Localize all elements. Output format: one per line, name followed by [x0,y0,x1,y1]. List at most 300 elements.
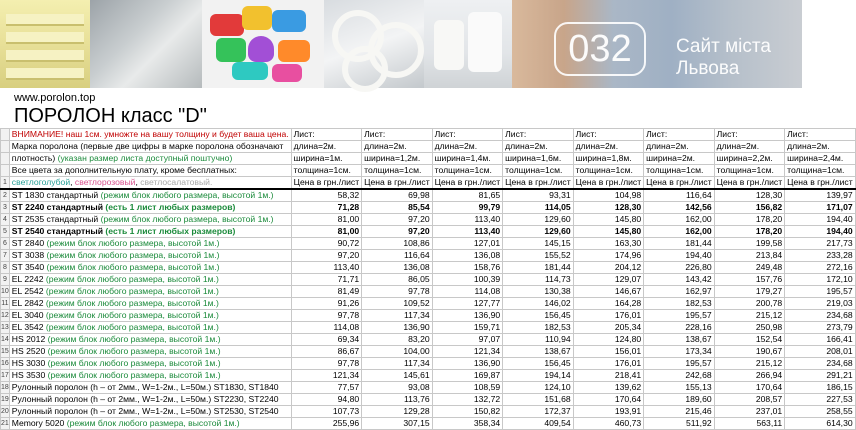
price-cell[interactable]: 69,34 [291,334,362,346]
price-cell[interactable]: 215,12 [714,310,785,322]
price-cell[interactable]: 113,40 [291,262,362,274]
price-cell[interactable]: 614,30 [785,418,856,430]
price-cell[interactable]: 194,40 [644,250,715,262]
col-7-l3: ширина=2,2м. [714,153,785,165]
price-cell[interactable]: 176,01 [573,310,644,322]
price-cell[interactable]: 138,67 [503,346,574,358]
header-row-1 [1,129,856,141]
product-name-cell[interactable] [9,394,291,406]
price-cell[interactable]: 94,80 [291,394,362,406]
table-row[interactable] [1,298,856,310]
price-cell[interactable]: 178,20 [714,226,785,238]
price-cell[interactable]: 169,87 [432,370,503,382]
price-cell[interactable]: 208,57 [714,394,785,406]
price-cell[interactable]: 170,64 [714,382,785,394]
col-4-l1: Лист: [503,129,574,141]
product-name-cell[interactable] [9,406,291,418]
row-number: 16 [1,358,10,370]
price-cell[interactable]: 156,45 [503,358,574,370]
table-row[interactable] [1,238,856,250]
price-cell[interactable]: 234,68 [785,358,856,370]
product-name: HS 2012 [11,334,46,344]
price-cell[interactable]: 130,38 [503,286,574,298]
table-row[interactable] [1,346,856,358]
price-cell[interactable]: 157,76 [714,274,785,286]
row-number: 6 [1,238,10,250]
price-cell[interactable]: 156,45 [503,310,574,322]
product-name-cell[interactable] [9,322,291,334]
col-8-l4: толщина=1см. [785,165,856,177]
price-cell[interactable]: 156,01 [573,346,644,358]
price-cell[interactable]: 121,34 [291,370,362,382]
table-row[interactable] [1,394,856,406]
table-row[interactable] [1,202,856,214]
col-5-l1: Лист: [573,129,644,141]
price-cell[interactable]: 250,98 [714,322,785,334]
price-cell[interactable]: 109,52 [362,298,433,310]
watermark-text-1: Сайт міста [676,36,771,57]
table-row[interactable] [1,274,856,286]
header-row-4 [1,165,856,177]
product-name-cell[interactable] [9,250,291,262]
warning-note: ВНИМАНИЕ! наш 1см. умножте на вашу толщину и будет ваша цена. [9,129,291,141]
colors-note: Все цвета за дополнительную плату, кроме бесплатных: [9,165,291,177]
price-cell[interactable]: 172,37 [503,406,574,418]
table-row[interactable] [1,370,856,382]
product-name: ST 2240 стандартный [11,202,104,212]
product-name: ST 3038 [11,250,45,260]
density-note-a: плотность) [11,153,56,163]
product-name-cell[interactable] [9,358,291,370]
price-cell[interactable]: 129,28 [362,406,433,418]
product-name: EL 3542 [11,322,44,332]
price-cell[interactable]: 273,79 [785,322,856,334]
price-cell[interactable]: 128,30 [573,202,644,214]
price-cell[interactable]: 219,03 [785,298,856,310]
table-row[interactable] [1,262,856,274]
price-cell[interactable]: 69,98 [362,189,433,202]
price-cell[interactable]: 228,16 [644,322,715,334]
price-cell[interactable]: 81,00 [291,214,362,226]
watermark-logo: 032 [554,22,646,76]
price-cell[interactable]: 255,96 [291,418,362,430]
price-cell[interactable]: 213,84 [714,250,785,262]
col-1-l1: Лист: [291,129,362,141]
price-cell[interactable]: 58,32 [291,189,362,202]
price-cell[interactable]: 176,01 [573,358,644,370]
table-row[interactable] [1,322,856,334]
price-cell[interactable]: 181,44 [644,238,715,250]
table-row[interactable] [1,226,856,238]
price-cell[interactable]: 162,97 [644,286,715,298]
price-cell[interactable]: 136,90 [362,322,433,334]
product-name-cell[interactable] [9,262,291,274]
price-table [0,128,856,430]
table-row[interactable] [1,382,856,394]
price-cell[interactable]: 163,30 [573,238,644,250]
col-1-l4: толщина=1см. [291,165,362,177]
row-number: 5 [1,226,10,238]
table-row[interactable] [1,250,856,262]
price-cell[interactable]: 110,94 [503,334,574,346]
col-4-l2: длина=2м. [503,141,574,153]
price-cell[interactable]: 155,52 [503,250,574,262]
row-number: 8 [1,262,10,274]
price-cell[interactable]: 217,73 [785,238,856,250]
price-cell[interactable]: 162,00 [644,214,715,226]
price-cell[interactable]: 127,01 [432,238,503,250]
col-5-l4: толщина=1см. [573,165,644,177]
price-cell[interactable]: 195,57 [644,310,715,322]
price-cell[interactable]: 150,82 [432,406,503,418]
price-cell[interactable]: 215,46 [644,406,715,418]
header-row-3 [1,153,856,165]
price-cell[interactable]: 234,68 [785,310,856,322]
price-cell[interactable]: 97,07 [432,334,503,346]
price-cell[interactable]: 114,08 [291,322,362,334]
price-cell[interactable]: 242,68 [644,370,715,382]
price-cell[interactable]: 226,80 [644,262,715,274]
product-name: HS 3030 [11,358,46,368]
table-row[interactable] [1,214,856,226]
price-cell[interactable]: 233,28 [785,250,856,262]
product-name: Рулонный поролон (h – от 2мм., W=1-2м., L=50м.) ST1830, ST1840 [11,382,279,392]
free-color-1: светлоголубой [11,177,71,187]
price-cell[interactable]: 116,64 [644,189,715,202]
product-note: (режим блок любого размера, высотой 1м.) [47,334,221,344]
product-note: (режим блок любого размера, высотой 1м.) [45,286,219,296]
price-cell[interactable]: 104,00 [362,346,433,358]
product-name: ST 1830 стандартный [11,190,99,200]
price-cell[interactable]: 104,98 [573,189,644,202]
price-cell[interactable]: 121,34 [432,346,503,358]
price-cell[interactable]: 182,53 [644,298,715,310]
table-row[interactable] [1,418,856,430]
price-cell[interactable]: 113,40 [432,226,503,238]
price-cell[interactable]: 249,48 [714,262,785,274]
price-cell[interactable]: 90,72 [291,238,362,250]
price-cell[interactable]: 179,27 [714,286,785,298]
price-cell[interactable]: 199,58 [714,238,785,250]
col-4-l3: ширина=1,6м. [503,153,574,165]
price-cell[interactable]: 145,80 [573,226,644,238]
row-number: 3 [1,202,10,214]
price-cell[interactable]: 139,97 [785,189,856,202]
price-cell[interactable]: 170,64 [573,394,644,406]
product-name-cell[interactable] [9,226,291,238]
product-name-cell[interactable] [9,334,291,346]
product-note: (режим блок любого размера, высотой 1м.) [100,190,274,200]
price-cell[interactable]: 77,57 [291,382,362,394]
product-name: EL 2542 [11,286,44,296]
product-note: (режим блок любого размера, высотой 1м.) [47,370,221,380]
price-cell[interactable]: 155,13 [644,382,715,394]
price-cell[interactable]: 113,76 [362,394,433,406]
row-number: 14 [1,334,10,346]
price-cell[interactable]: 307,15 [362,418,433,430]
free-colors: светлоголубой, светлорозовый, светлосалатовый. [9,177,291,190]
col-3-l4: толщина=1см. [432,165,503,177]
product-name: ST 3540 [11,262,45,272]
product-name-cell[interactable] [9,418,291,430]
product-note: (есть 1 лист любых размеров) [105,202,236,212]
product-name-cell[interactable] [9,382,291,394]
foam-pieces-photo [424,0,512,88]
product-name: Рулонный поролон (h – от 2мм., W=1-2м., L=50м.) ST2530, ST2540 [11,406,279,416]
price-cell[interactable]: 208,01 [785,346,856,358]
product-note: (режим блок любого размера, высотой 1м.) [45,322,219,332]
row-number: 13 [1,322,10,334]
product-name-cell[interactable] [9,286,291,298]
price-cell[interactable]: 152,54 [714,334,785,346]
price-cell[interactable]: 563,11 [714,418,785,430]
product-name: HS 3530 [11,370,46,380]
product-note: (есть 1 лист любых размеров) [105,226,236,236]
col-1-l3: ширина=1м. [291,153,362,165]
price-cell[interactable]: 114,05 [503,202,574,214]
price-cell[interactable]: 204,12 [573,262,644,274]
price-cell[interactable]: 194,40 [785,214,856,226]
price-cell[interactable]: 108,86 [362,238,433,250]
product-name-cell[interactable] [9,346,291,358]
price-cell[interactable]: 108,59 [432,382,503,394]
price-cell[interactable]: 186,15 [785,382,856,394]
price-cell[interactable]: 193,91 [573,406,644,418]
col-1-l2: длина=2м. [291,141,362,153]
price-cell[interactable]: 178,20 [714,214,785,226]
price-cell[interactable]: 97,20 [362,226,433,238]
price-cell[interactable]: 218,41 [573,370,644,382]
price-cell[interactable]: 86,67 [291,346,362,358]
col-6-price-header: Цена в грн./лист [644,177,715,190]
price-cell[interactable]: 227,53 [785,394,856,406]
price-cell[interactable]: 200,78 [714,298,785,310]
price-cell[interactable]: 182,53 [503,322,574,334]
col-3-l3: ширина=1,4м. [432,153,503,165]
price-cell[interactable]: 97,78 [362,286,433,298]
product-name: ST 2840 [11,238,45,248]
price-cell[interactable]: 156,82 [714,202,785,214]
row-number: 19 [1,394,10,406]
col-2-l2: длина=2м. [362,141,433,153]
price-cell[interactable]: 97,78 [291,358,362,370]
product-name-cell[interactable] [9,238,291,250]
col-4-price-header: Цена в грн./лист [503,177,574,190]
price-cell[interactable]: 266,94 [714,370,785,382]
price-cell[interactable]: 171,07 [785,202,856,214]
price-cell[interactable]: 159,71 [432,322,503,334]
foam-roll-photo [90,0,202,88]
product-name-cell[interactable] [9,298,291,310]
price-cell[interactable]: 129,60 [503,214,574,226]
price-cell[interactable]: 194,14 [503,370,574,382]
table-row[interactable] [1,189,856,202]
product-note: (режим блок любого размера, высотой 1м.) [45,298,219,308]
col-2-l1: Лист: [362,129,433,141]
price-cell[interactable]: 136,08 [432,250,503,262]
price-cell[interactable]: 127,77 [432,298,503,310]
col-3-l1: Лист: [432,129,503,141]
col-3-price-header: Цена в грн./лист [432,177,503,190]
col-7-l2: длина=2м. [714,141,785,153]
price-cell[interactable]: 124,80 [573,334,644,346]
col-5-price-header: Цена в грн./лист [573,177,644,190]
price-cell[interactable]: 138,67 [644,334,715,346]
price-cell[interactable]: 81,65 [432,189,503,202]
price-cell[interactable]: 145,15 [503,238,574,250]
table-row[interactable] [1,358,856,370]
price-cell[interactable]: 139,62 [573,382,644,394]
price-cell[interactable]: 173,34 [644,346,715,358]
product-name: ST 2535 стандартный [11,214,99,224]
table-row[interactable] [1,406,856,418]
product-name-cell[interactable] [9,274,291,286]
price-cell[interactable]: 174,96 [573,250,644,262]
price-cell[interactable]: 97,20 [291,250,362,262]
product-note: (режим блок любого размера, высотой 1м.) [46,250,220,260]
price-cell[interactable]: 71,28 [291,202,362,214]
price-cell[interactable]: 145,80 [573,214,644,226]
price-cell[interactable]: 128,30 [714,189,785,202]
watermark-text-2: Львова [676,58,740,79]
price-cell[interactable]: 142,56 [644,202,715,214]
price-cell[interactable]: 189,60 [644,394,715,406]
table-row[interactable] [1,310,856,322]
row-number: 17 [1,370,10,382]
price-cell[interactable]: 100,39 [432,274,503,286]
product-name-cell[interactable] [9,370,291,382]
table-row[interactable] [1,334,856,346]
price-cell[interactable]: 195,57 [644,358,715,370]
price-cell[interactable]: 71,71 [291,274,362,286]
product-name-cell[interactable] [9,202,291,214]
price-cell[interactable]: 272,16 [785,262,856,274]
table-row[interactable] [1,286,856,298]
price-cell[interactable]: 166,41 [785,334,856,346]
price-cell[interactable]: 409,54 [503,418,574,430]
row-number: 21 [1,418,10,430]
price-cell[interactable]: 460,73 [573,418,644,430]
price-cell[interactable]: 143,42 [644,274,715,286]
price-cell[interactable]: 136,90 [432,358,503,370]
row-number: 4 [1,214,10,226]
price-cell[interactable]: 358,34 [432,418,503,430]
price-cell[interactable]: 181,44 [503,262,574,274]
price-cell[interactable]: 97,78 [291,310,362,322]
brand-note: Марка поролона (первые две цифры в марке поролона обозначают [9,141,291,153]
col-7-l1: Лист: [714,129,785,141]
price-cell[interactable]: 99,79 [432,202,503,214]
price-cell[interactable]: 237,01 [714,406,785,418]
row-number: 7 [1,250,10,262]
price-cell[interactable]: 146,67 [573,286,644,298]
price-cell[interactable]: 93,31 [503,189,574,202]
product-note: (режим блок любого размера, высотой 1м.) [47,346,221,356]
header-photo-strip [0,0,800,88]
price-cell[interactable]: 114,08 [432,286,503,298]
product-note: (режим блок любого размера, высотой 1м.) [66,418,240,428]
price-cell[interactable]: 91,26 [291,298,362,310]
product-name: Memory 5020 [11,418,65,428]
price-cell[interactable]: 97,20 [362,214,433,226]
price-cell[interactable]: 129,07 [573,274,644,286]
col-8-l2: длина=2м. [785,141,856,153]
price-cell[interactable]: 129,60 [503,226,574,238]
price-cell[interactable]: 291,21 [785,370,856,382]
price-cell[interactable]: 81,00 [291,226,362,238]
price-cell[interactable]: 151,68 [503,394,574,406]
product-name: EL 2842 [11,298,44,308]
free-color-3: светлосалатовый. [140,177,213,187]
col-4-l4: толщина=1см. [503,165,574,177]
header-row-5: 1 светлоголубой, светлорозовый, светлосалатовый. Цена в грн./лист Цена в грн./лист Цена в грн./лист Цена в грн./лист Цена в грн./лист Цена в грн./лист Цена в грн./лист Цена в грн./лист [1,177,856,190]
price-cell[interactable]: 83,20 [362,334,433,346]
price-cell[interactable]: 194,40 [785,226,856,238]
product-note: (режим блок любого размера, высотой 1м.) [47,358,221,368]
price-cell[interactable]: 81,49 [291,286,362,298]
price-cell[interactable]: 158,76 [432,262,503,274]
price-cell[interactable]: 107,73 [291,406,362,418]
price-cell[interactable]: 113,40 [432,214,503,226]
price-cell[interactable]: 146,02 [503,298,574,310]
col-7-price-header: Цена в грн./лист [714,177,785,190]
price-cell[interactable]: 162,00 [644,226,715,238]
price-cell[interactable]: 195,57 [785,286,856,298]
price-cell[interactable]: 85,54 [362,202,433,214]
price-cell[interactable]: 86,05 [362,274,433,286]
product-name: EL 2242 [11,274,44,284]
price-cell[interactable]: 116,64 [362,250,433,262]
price-cell[interactable]: 164,28 [573,298,644,310]
col-3-l2: длина=2м. [432,141,503,153]
col-2-l3: ширина=1,2м. [362,153,433,165]
foam-sheets-photo [0,0,90,88]
col-2-l4: толщина=1см. [362,165,433,177]
price-cell[interactable]: 132,72 [432,394,503,406]
product-name-cell[interactable] [9,310,291,322]
price-cell[interactable]: 136,90 [432,310,503,322]
row-number: 20 [1,406,10,418]
col-6-l2: длина=2м. [644,141,715,153]
col-8-l3: ширина=2,4м. [785,153,856,165]
price-cell[interactable]: 117,34 [362,358,433,370]
product-note: (режим блок любого размера, высотой 1м.) [46,238,220,248]
price-cell[interactable]: 114,73 [503,274,574,286]
price-cell[interactable]: 172,10 [785,274,856,286]
product-name-cell[interactable] [9,189,291,202]
price-cell[interactable]: 117,34 [362,310,433,322]
price-cell[interactable]: 145,61 [362,370,433,382]
row-number: 11 [1,298,10,310]
price-cell[interactable]: 258,55 [785,406,856,418]
price-cell[interactable]: 93,08 [362,382,433,394]
price-cell[interactable]: 190,67 [714,346,785,358]
col-8-price-header: Цена в грн./лист [785,177,856,190]
price-cell[interactable]: 215,12 [714,358,785,370]
product-name-cell[interactable] [9,214,291,226]
row-number: 2 [1,189,10,202]
product-note: (режим блок любого размера, высотой 1м.) [45,274,219,284]
price-cell[interactable]: 511,92 [644,418,715,430]
row-number: 10 [1,286,10,298]
foam-rolls-photo [324,0,424,88]
price-cell[interactable]: 124,10 [503,382,574,394]
price-cell[interactable]: 136,08 [362,262,433,274]
product-name: Рулонный поролон (h – от 2мм., W=1-2м., L=50м.) ST2230, ST2240 [11,394,279,404]
product-name: ST 2540 стандартный [11,226,104,236]
price-cell[interactable]: 205,34 [573,322,644,334]
density-note [9,153,291,165]
